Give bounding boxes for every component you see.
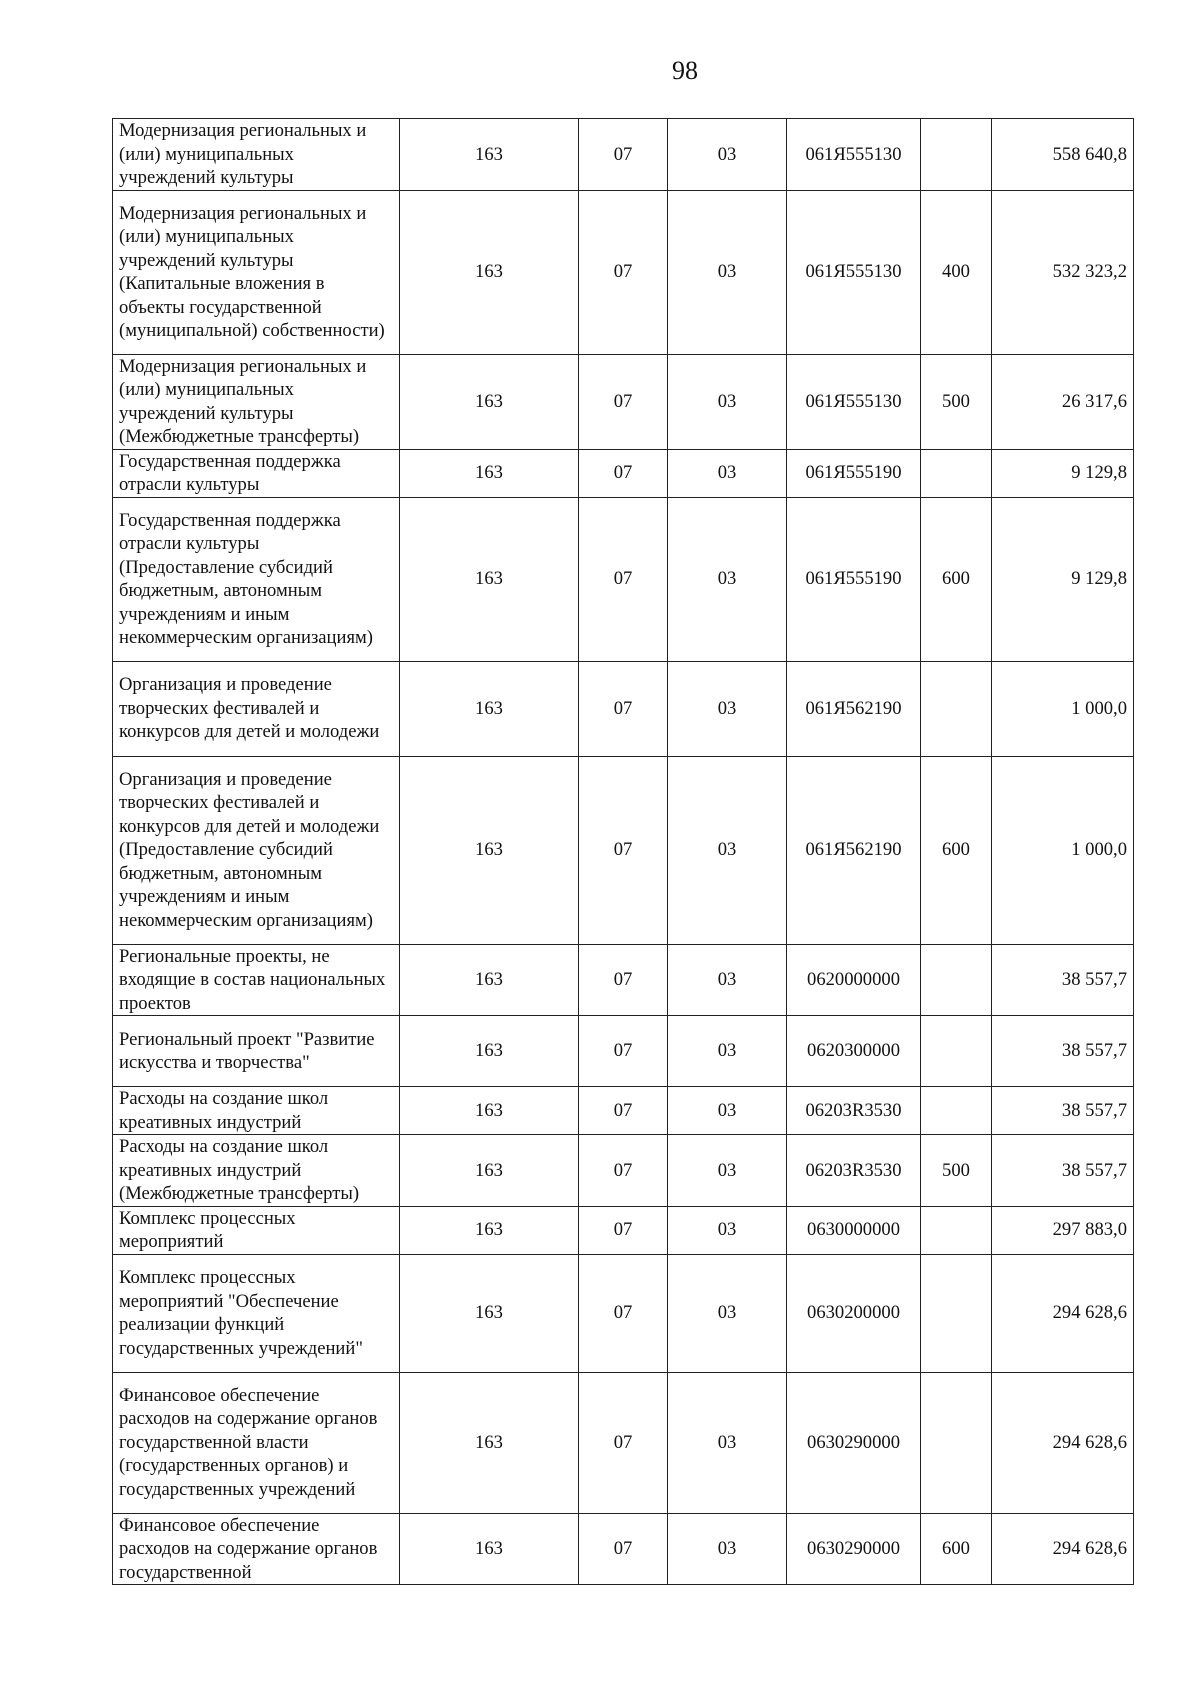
expense-type-code-cell xyxy=(921,1016,992,1087)
ministry-code-cell: 163 xyxy=(400,661,579,756)
section-code-cell: 07 xyxy=(579,449,668,497)
ministry-code-cell: 163 xyxy=(400,1206,579,1254)
budget-table-body xyxy=(113,119,1134,1585)
target-article-code-cell: 0620300000 xyxy=(787,1016,921,1087)
amount-cell: 26 317,6 xyxy=(992,354,1134,449)
item-name-cell: Организация и проведение творческих фестивалей и конкурсов для детей и молодежи (Предоставление субсидий бюджетным, автономным учреждениям и иным некоммерческим организациям) xyxy=(113,756,400,944)
amount-cell: 38 557,7 xyxy=(992,1087,1134,1135)
item-name-cell: Финансовое обеспечение расходов на содержание органов государственной власти (государственных органов) и государственных учреждений xyxy=(113,1372,400,1513)
amount-cell: 38 557,7 xyxy=(992,1016,1134,1087)
section-code-cell: 07 xyxy=(579,1135,668,1207)
page-number: 98 xyxy=(672,56,698,85)
table-row xyxy=(113,1087,1134,1135)
item-name-cell: Модернизация региональных и (или) муниципальных учреждений культуры xyxy=(113,119,400,191)
expense-type-code-cell: 400 xyxy=(921,190,992,354)
ministry-code-cell: 163 xyxy=(400,1135,579,1207)
target-article-code-cell: 061Я555130 xyxy=(787,190,921,354)
target-article-code-cell: 0630290000 xyxy=(787,1372,921,1513)
table-row xyxy=(113,449,1134,497)
ministry-code-cell: 163 xyxy=(400,354,579,449)
target-article-code-cell: 061Я555190 xyxy=(787,449,921,497)
amount-cell: 532 323,2 xyxy=(992,190,1134,354)
expense-type-code-cell xyxy=(921,661,992,756)
expense-type-code-cell xyxy=(921,1087,992,1135)
target-article-code-cell: 06203R3530 xyxy=(787,1087,921,1135)
expense-type-code-cell xyxy=(921,944,992,1016)
section-code-cell: 07 xyxy=(579,1254,668,1372)
expense-type-code-cell: 600 xyxy=(921,497,992,661)
target-article-code-cell: 0630290000 xyxy=(787,1513,921,1585)
item-name-cell: Государственная поддержка отрасли культуры xyxy=(113,449,400,497)
subsection-code-cell: 03 xyxy=(668,354,787,449)
subsection-code-cell: 03 xyxy=(668,497,787,661)
amount-cell: 9 129,8 xyxy=(992,449,1134,497)
table-row xyxy=(113,1135,1134,1207)
ministry-code-cell: 163 xyxy=(400,190,579,354)
table-row xyxy=(113,497,1134,661)
item-name-cell: Модернизация региональных и (или) муниципальных учреждений культуры (Капитальные вложения в объекты государственной (муниципальной) собственности) xyxy=(113,190,400,354)
section-code-cell: 07 xyxy=(579,190,668,354)
table-row xyxy=(113,944,1134,1016)
subsection-code-cell: 03 xyxy=(668,449,787,497)
target-article-code-cell: 061Я555190 xyxy=(787,497,921,661)
amount-cell: 294 628,6 xyxy=(992,1254,1134,1372)
section-code-cell: 07 xyxy=(579,1087,668,1135)
table-row xyxy=(113,354,1134,449)
subsection-code-cell: 03 xyxy=(668,1087,787,1135)
amount-cell: 294 628,6 xyxy=(992,1513,1134,1585)
ministry-code-cell: 163 xyxy=(400,119,579,191)
item-name-cell: Модернизация региональных и (или) муниципальных учреждений культуры (Межбюджетные трансферты) xyxy=(113,354,400,449)
item-name-cell: Комплекс процессных мероприятий xyxy=(113,1206,400,1254)
section-code-cell: 07 xyxy=(579,1206,668,1254)
item-name-cell: Финансовое обеспечение расходов на содержание органов государственной xyxy=(113,1513,400,1585)
amount-cell: 558 640,8 xyxy=(992,119,1134,191)
table-row xyxy=(113,1254,1134,1372)
amount-cell: 1 000,0 xyxy=(992,756,1134,944)
section-code-cell: 07 xyxy=(579,1513,668,1585)
expense-type-code-cell xyxy=(921,1372,992,1513)
target-article-code-cell: 0620000000 xyxy=(787,944,921,1016)
item-name-cell: Организация и проведение творческих фестивалей и конкурсов для детей и молодежи xyxy=(113,661,400,756)
ministry-code-cell: 163 xyxy=(400,756,579,944)
expense-type-code-cell: 600 xyxy=(921,1513,992,1585)
ministry-code-cell: 163 xyxy=(400,497,579,661)
section-code-cell: 07 xyxy=(579,661,668,756)
amount-cell: 38 557,7 xyxy=(992,1135,1134,1207)
table-row xyxy=(113,1016,1134,1087)
table-row xyxy=(113,1513,1134,1585)
subsection-code-cell: 03 xyxy=(668,1254,787,1372)
amount-cell: 294 628,6 xyxy=(992,1372,1134,1513)
ministry-code-cell: 163 xyxy=(400,1372,579,1513)
subsection-code-cell: 03 xyxy=(668,1135,787,1207)
expense-type-code-cell: 500 xyxy=(921,354,992,449)
item-name-cell: Расходы на создание школ креативных индустрий xyxy=(113,1087,400,1135)
section-code-cell: 07 xyxy=(579,944,668,1016)
ministry-code-cell: 163 xyxy=(400,1016,579,1087)
expense-type-code-cell: 500 xyxy=(921,1135,992,1207)
amount-cell: 1 000,0 xyxy=(992,661,1134,756)
section-code-cell: 07 xyxy=(579,1016,668,1087)
target-article-code-cell: 061Я555130 xyxy=(787,119,921,191)
amount-cell: 38 557,7 xyxy=(992,944,1134,1016)
expense-type-code-cell xyxy=(921,449,992,497)
item-name-cell: Расходы на создание школ креативных индустрий (Межбюджетные трансферты) xyxy=(113,1135,400,1207)
budget-table xyxy=(112,118,1134,1585)
section-code-cell: 07 xyxy=(579,756,668,944)
subsection-code-cell: 03 xyxy=(668,944,787,1016)
subsection-code-cell: 03 xyxy=(668,190,787,354)
expense-type-code-cell xyxy=(921,1206,992,1254)
item-name-cell: Региональный проект "Развитие искусства и творчества" xyxy=(113,1016,400,1087)
subsection-code-cell: 03 xyxy=(668,756,787,944)
amount-cell: 9 129,8 xyxy=(992,497,1134,661)
target-article-code-cell: 061Я562190 xyxy=(787,661,921,756)
table-row xyxy=(113,119,1134,191)
item-name-cell: Комплекс процессных мероприятий "Обеспечение реализации функций государственных учреждений" xyxy=(113,1254,400,1372)
amount-cell: 297 883,0 xyxy=(992,1206,1134,1254)
item-name-cell: Региональные проекты, не входящие в состав национальных проектов xyxy=(113,944,400,1016)
subsection-code-cell: 03 xyxy=(668,661,787,756)
table-row xyxy=(113,756,1134,944)
ministry-code-cell: 163 xyxy=(400,1087,579,1135)
section-code-cell: 07 xyxy=(579,354,668,449)
target-article-code-cell: 061Я555130 xyxy=(787,354,921,449)
ministry-code-cell: 163 xyxy=(400,1254,579,1372)
target-article-code-cell: 0630200000 xyxy=(787,1254,921,1372)
expense-type-code-cell: 600 xyxy=(921,756,992,944)
item-name-cell: Государственная поддержка отрасли культуры (Предоставление субсидий бюджетным, автономным учреждениям и иным некоммерческим организациям) xyxy=(113,497,400,661)
table-row xyxy=(113,1372,1134,1513)
expense-type-code-cell xyxy=(921,1254,992,1372)
subsection-code-cell: 03 xyxy=(668,1372,787,1513)
subsection-code-cell: 03 xyxy=(668,1016,787,1087)
section-code-cell: 07 xyxy=(579,497,668,661)
table-row xyxy=(113,190,1134,354)
subsection-code-cell: 03 xyxy=(668,1206,787,1254)
target-article-code-cell: 061Я562190 xyxy=(787,756,921,944)
ministry-code-cell: 163 xyxy=(400,1513,579,1585)
subsection-code-cell: 03 xyxy=(668,119,787,191)
ministry-code-cell: 163 xyxy=(400,449,579,497)
ministry-code-cell: 163 xyxy=(400,944,579,1016)
section-code-cell: 07 xyxy=(579,1372,668,1513)
subsection-code-cell: 03 xyxy=(668,1513,787,1585)
table-row xyxy=(113,661,1134,756)
target-article-code-cell: 06203R3530 xyxy=(787,1135,921,1207)
target-article-code-cell: 0630000000 xyxy=(787,1206,921,1254)
table-row xyxy=(113,1206,1134,1254)
section-code-cell: 07 xyxy=(579,119,668,191)
expense-type-code-cell xyxy=(921,119,992,191)
